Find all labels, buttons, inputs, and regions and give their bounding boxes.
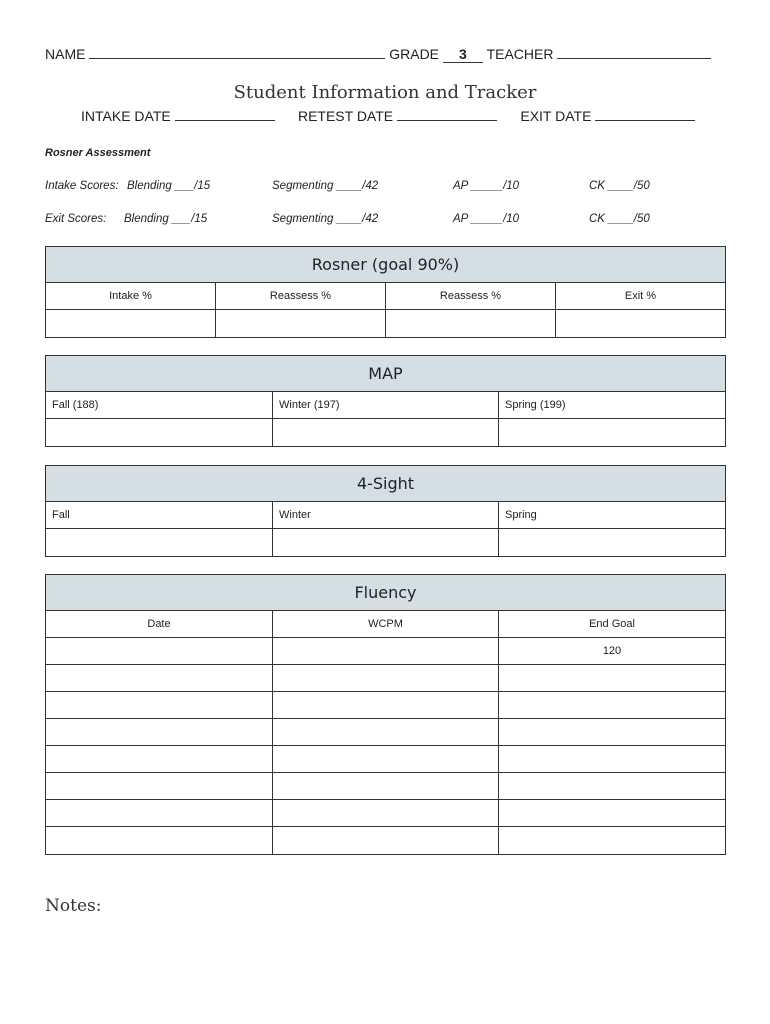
fluency-cell-date[interactable] <box>46 638 273 665</box>
rosner-cell-reassess-1[interactable] <box>216 310 386 337</box>
rosner-table <box>45 246 726 338</box>
foursight-col-fall: Fall <box>46 502 273 529</box>
fluency-cell-date[interactable] <box>46 800 273 827</box>
intake-segmenting[interactable]: Segmenting ____/42 <box>272 180 379 192</box>
exit-date-field[interactable] <box>595 108 695 121</box>
map-table <box>45 355 726 447</box>
map-cell-fall[interactable] <box>46 419 273 446</box>
teacher-label: TEACHER <box>486 46 554 62</box>
name-field[interactable] <box>89 46 385 59</box>
fluency-cell-wcpm[interactable] <box>273 665 499 692</box>
fluency-cell-end-goal[interactable] <box>499 800 725 827</box>
fluency-cell-wcpm[interactable] <box>273 638 499 665</box>
fluency-cell-wcpm[interactable] <box>273 719 499 746</box>
map-cell-spring[interactable] <box>499 419 725 446</box>
dates-line <box>81 108 695 124</box>
fluency-table-title: Fluency <box>46 575 725 611</box>
fluency-col-end-goal: End Goal <box>499 611 725 638</box>
intake-blending[interactable]: Blending ___/15 <box>127 180 211 192</box>
retest-date-label: RETEST DATE <box>297 108 394 124</box>
foursight-cell-spring[interactable] <box>499 529 725 556</box>
fluency-cell-end-goal[interactable]: 120 <box>499 638 725 665</box>
fluency-cell-wcpm[interactable] <box>273 773 499 800</box>
rosner-table-title: Rosner (goal 90%) <box>46 247 725 283</box>
map-col-fall: Fall (188) <box>46 392 273 419</box>
fluency-cell-end-goal[interactable] <box>499 719 725 746</box>
map-col-winter: Winter (197) <box>273 392 499 419</box>
rosner-assessment-heading: Rosner Assessment <box>45 147 151 159</box>
rosner-col-exit: Exit % <box>556 283 725 310</box>
fluency-col-wcpm: WCPM <box>273 611 499 638</box>
rosner-col-reassess-2: Reassess % <box>386 283 556 310</box>
foursight-cell-winter[interactable] <box>273 529 499 556</box>
fluency-cell-wcpm[interactable] <box>273 692 499 719</box>
exit-date-label: EXIT DATE <box>520 108 592 124</box>
rosner-col-reassess-1: Reassess % <box>216 283 386 310</box>
rosner-cell-intake[interactable] <box>46 310 216 337</box>
fluency-cell-date[interactable] <box>46 746 273 773</box>
intake-date-label: INTAKE DATE <box>81 108 171 124</box>
intake-date-field[interactable] <box>175 108 275 121</box>
foursight-cell-fall[interactable] <box>46 529 273 556</box>
rosner-col-intake: Intake % <box>46 283 216 310</box>
fluency-table <box>45 574 726 855</box>
map-col-spring: Spring (199) <box>499 392 725 419</box>
fluency-cell-date[interactable] <box>46 719 273 746</box>
grade-field[interactable]: 3 <box>443 46 483 63</box>
fluency-cell-wcpm[interactable] <box>273 746 499 773</box>
exit-ap[interactable]: AP _____/10 <box>453 213 520 225</box>
intake-ck[interactable]: CK ____/50 <box>589 180 650 192</box>
notes-label: Notes: <box>45 896 102 916</box>
foursight-col-spring: Spring <box>499 502 725 529</box>
fluency-cell-wcpm[interactable] <box>273 800 499 827</box>
map-table-title: MAP <box>46 356 725 392</box>
fluency-cell-end-goal[interactable] <box>499 665 725 692</box>
page-title: Student Information and Tracker <box>233 82 537 103</box>
foursight-col-winter: Winter <box>273 502 499 529</box>
fluency-cell-date[interactable] <box>46 692 273 719</box>
fluency-cell-date[interactable] <box>46 827 273 854</box>
fluency-cell-end-goal[interactable] <box>499 692 725 719</box>
intake-scores-label: Intake Scores: <box>45 180 119 192</box>
teacher-field[interactable] <box>557 46 711 59</box>
fluency-cell-end-goal[interactable] <box>499 773 725 800</box>
map-cell-winter[interactable] <box>273 419 499 446</box>
fluency-cell-date[interactable] <box>46 665 273 692</box>
rosner-cell-exit[interactable] <box>556 310 725 337</box>
exit-segmenting[interactable]: Segmenting ____/42 <box>272 213 379 225</box>
fluency-cell-end-goal[interactable] <box>499 746 725 773</box>
exit-scores-label: Exit Scores: <box>45 213 107 225</box>
exit-blending[interactable]: Blending ___/15 <box>124 213 208 225</box>
fluency-col-date: Date <box>46 611 273 638</box>
foursight-table-title: 4-Sight <box>46 466 725 502</box>
top-info-line <box>45 46 711 63</box>
retest-date-field[interactable] <box>397 108 497 121</box>
rosner-cell-reassess-2[interactable] <box>386 310 556 337</box>
grade-label: GRADE <box>389 46 440 62</box>
exit-ck[interactable]: CK ____/50 <box>589 213 650 225</box>
fluency-cell-date[interactable] <box>46 773 273 800</box>
intake-ap[interactable]: AP _____/10 <box>453 180 520 192</box>
name-label: NAME <box>45 46 86 62</box>
foursight-table <box>45 465 726 557</box>
fluency-cell-end-goal[interactable] <box>499 827 725 854</box>
fluency-cell-wcpm[interactable] <box>273 827 499 854</box>
